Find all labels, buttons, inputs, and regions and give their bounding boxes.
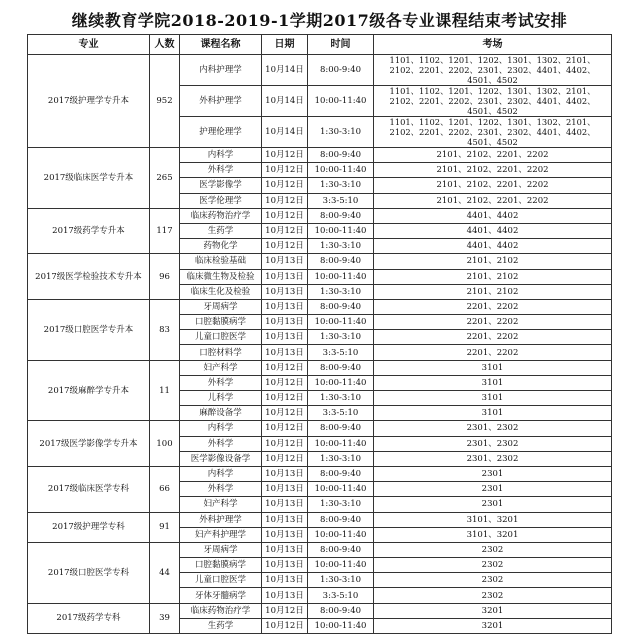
course-cell: 临床检验基础 [180, 254, 262, 269]
date-cell: 10月13日 [262, 345, 308, 360]
course-cell: 儿科学 [180, 391, 262, 406]
table-row [28, 421, 612, 436]
time-cell: 8:00-9:40 [308, 254, 374, 269]
major-cell: 2017级医学检验技术专升本 [28, 254, 150, 300]
room-cell: 2201、2202 [374, 330, 612, 345]
time-cell: 10:00-11:40 [308, 436, 374, 451]
time-cell: 8:00-9:40 [308, 466, 374, 481]
course-cell: 临床生化及检验 [180, 284, 262, 299]
room-cell: 4401、4402 [374, 239, 612, 254]
room-cell: 2101、2102、2201、2202 [374, 148, 612, 163]
count-cell: 39 [150, 603, 180, 633]
time-cell: 10:00-11:40 [308, 86, 374, 117]
course-cell: 外科学 [180, 482, 262, 497]
room-cell: 1101、1102、1201、1202、1301、1302、2101、2102、2201、2202、2301、2302、4401、4402、4501、4502 [374, 55, 612, 86]
course-cell: 护理伦理学 [180, 117, 262, 148]
room-cell: 3101 [374, 360, 612, 375]
date-cell: 10月13日 [262, 497, 308, 512]
major-cell: 2017级药学专升本 [28, 208, 150, 254]
date-cell: 10月13日 [262, 542, 308, 557]
page-title: 继续教育学院2018-2019-1学期2017级各专业课程结束考试安排 [71, 11, 568, 30]
room-cell: 2302 [374, 558, 612, 573]
date-cell: 10月14日 [262, 55, 308, 86]
course-cell: 麻醉设备学 [180, 406, 262, 421]
course-cell: 牙体牙髓病学 [180, 588, 262, 603]
course-cell: 妇产科学 [180, 497, 262, 512]
count-cell: 100 [150, 421, 180, 467]
count-cell: 44 [150, 542, 180, 603]
date-cell: 10月13日 [262, 466, 308, 481]
date-cell: 10月13日 [262, 299, 308, 314]
course-cell: 内科学 [180, 421, 262, 436]
date-cell: 10月12日 [262, 163, 308, 178]
major-cell: 2017级麻醉学专升本 [28, 360, 150, 421]
time-cell: 10:00-11:40 [308, 315, 374, 330]
course-cell: 内科学 [180, 148, 262, 163]
count-cell: 265 [150, 148, 180, 209]
date-cell: 10月12日 [262, 421, 308, 436]
table-row [28, 360, 612, 375]
time-cell: 10:00-11:40 [308, 163, 374, 178]
date-cell: 10月12日 [262, 436, 308, 451]
date-cell: 10月12日 [262, 603, 308, 618]
major-cell: 2017级护理学专升本 [28, 55, 150, 148]
room-cell: 2201、2202 [374, 345, 612, 360]
room-cell: 2301 [374, 466, 612, 481]
time-cell: 1:30-3:10 [308, 284, 374, 299]
time-cell: 8:00-9:40 [308, 360, 374, 375]
count-cell: 91 [150, 512, 180, 542]
course-cell: 口腔黏膜病学 [180, 558, 262, 573]
date-cell: 10月12日 [262, 223, 308, 238]
room-cell: 2301、2302 [374, 451, 612, 466]
time-cell: 10:00-11:40 [308, 527, 374, 542]
date-cell: 10月14日 [262, 86, 308, 117]
time-cell: 10:00-11:40 [308, 375, 374, 390]
course-cell: 医学伦理学 [180, 193, 262, 208]
course-cell: 牙周病学 [180, 542, 262, 557]
time-cell: 1:30-3:10 [308, 451, 374, 466]
course-cell: 临床微生物及检验 [180, 269, 262, 284]
time-cell: 8:00-9:40 [308, 55, 374, 86]
time-cell: 10:00-11:40 [308, 482, 374, 497]
date-cell: 10月14日 [262, 117, 308, 148]
time-cell: 3:3-5:10 [308, 345, 374, 360]
date-cell: 10月12日 [262, 239, 308, 254]
header-time: 时间 [308, 35, 374, 55]
time-cell: 8:00-9:40 [308, 208, 374, 223]
course-cell: 内科护理学 [180, 55, 262, 86]
room-cell: 2101、2102 [374, 254, 612, 269]
header-row [28, 35, 612, 55]
major-cell: 2017级口腔医学专升本 [28, 299, 150, 360]
table-row [28, 148, 612, 163]
table-row [28, 603, 612, 618]
room-cell: 3101、3201 [374, 527, 612, 542]
course-cell: 医学影像设备学 [180, 451, 262, 466]
room-cell: 2302 [374, 588, 612, 603]
course-cell: 生药学 [180, 618, 262, 633]
table-row [28, 55, 612, 86]
course-cell: 儿童口腔医学 [180, 573, 262, 588]
course-cell: 妇产科学 [180, 360, 262, 375]
room-cell: 2101、2102、2201、2202 [374, 193, 612, 208]
date-cell: 10月12日 [262, 178, 308, 193]
course-cell: 药物化学 [180, 239, 262, 254]
room-cell: 2101、2102 [374, 269, 612, 284]
date-cell: 10月12日 [262, 208, 308, 223]
schedule-body [28, 55, 612, 634]
room-cell: 3101、3201 [374, 512, 612, 527]
course-cell: 外科学 [180, 375, 262, 390]
time-cell: 10:00-11:40 [308, 618, 374, 633]
date-cell: 10月13日 [262, 315, 308, 330]
date-cell: 10月12日 [262, 391, 308, 406]
table-row [28, 254, 612, 269]
header-major: 专业 [28, 35, 150, 55]
room-cell: 2301 [374, 482, 612, 497]
date-cell: 10月12日 [262, 451, 308, 466]
room-cell: 1101、1102、1201、1202、1301、1302、2101、2102、2201、2202、2301、2302、4401、4402、4501、4502 [374, 117, 612, 148]
date-cell: 10月13日 [262, 573, 308, 588]
major-cell: 2017级药学专科 [28, 603, 150, 633]
date-cell: 10月13日 [262, 512, 308, 527]
course-cell: 内科学 [180, 466, 262, 481]
room-cell: 3201 [374, 603, 612, 618]
room-cell: 2301、2302 [374, 421, 612, 436]
time-cell: 8:00-9:40 [308, 542, 374, 557]
room-cell: 2302 [374, 542, 612, 557]
room-cell: 2101、2102、2201、2202 [374, 178, 612, 193]
date-cell: 10月13日 [262, 269, 308, 284]
time-cell: 1:30-3:10 [308, 573, 374, 588]
time-cell: 8:00-9:40 [308, 299, 374, 314]
time-cell: 1:30-3:10 [308, 178, 374, 193]
major-cell: 2017级口腔医学专科 [28, 542, 150, 603]
date-cell: 10月13日 [262, 284, 308, 299]
room-cell: 2201、2202 [374, 299, 612, 314]
table-row [28, 299, 612, 314]
time-cell: 1:30-3:10 [308, 391, 374, 406]
room-cell: 4401、4402 [374, 208, 612, 223]
count-cell: 83 [150, 299, 180, 360]
room-cell: 3201 [374, 618, 612, 633]
date-cell: 10月12日 [262, 193, 308, 208]
major-cell: 2017级护理学专科 [28, 512, 150, 542]
exam-schedule-table [27, 34, 612, 634]
time-cell: 1:30-3:10 [308, 117, 374, 148]
room-cell: 3101 [374, 391, 612, 406]
time-cell: 10:00-11:40 [308, 558, 374, 573]
header-count: 人数 [150, 35, 180, 55]
course-cell: 外科护理学 [180, 86, 262, 117]
room-cell: 3101 [374, 406, 612, 421]
date-cell: 10月12日 [262, 406, 308, 421]
time-cell: 8:00-9:40 [308, 512, 374, 527]
time-cell: 1:30-3:10 [308, 330, 374, 345]
time-cell: 1:30-3:10 [308, 239, 374, 254]
room-cell: 1101、1102、1201、1202、1301、1302、2101、2102、2201、2202、2301、2302、4401、4402、4501、4502 [374, 86, 612, 117]
course-cell: 临床药物治疗学 [180, 208, 262, 223]
header-course: 课程名称 [180, 35, 262, 55]
room-cell: 2201、2202 [374, 315, 612, 330]
course-cell: 外科护理学 [180, 512, 262, 527]
date-cell: 10月12日 [262, 148, 308, 163]
room-cell: 2101、2102 [374, 284, 612, 299]
count-cell: 96 [150, 254, 180, 300]
date-cell: 10月13日 [262, 330, 308, 345]
time-cell: 10:00-11:40 [308, 223, 374, 238]
count-cell: 952 [150, 55, 180, 148]
course-cell: 医学影像学 [180, 178, 262, 193]
date-cell: 10月12日 [262, 618, 308, 633]
course-cell: 口腔黏膜病学 [180, 315, 262, 330]
date-cell: 10月13日 [262, 588, 308, 603]
course-cell: 口腔材料学 [180, 345, 262, 360]
room-cell: 2301、2302 [374, 436, 612, 451]
date-cell: 10月13日 [262, 482, 308, 497]
date-cell: 10月13日 [262, 254, 308, 269]
course-cell: 临床药物治疗学 [180, 603, 262, 618]
table-row [28, 512, 612, 527]
major-cell: 2017级临床医学专科 [28, 466, 150, 512]
course-cell: 外科学 [180, 436, 262, 451]
major-cell: 2017级临床医学专升本 [28, 148, 150, 209]
course-cell: 妇产科护理学 [180, 527, 262, 542]
room-cell: 2101、2102、2201、2202 [374, 163, 612, 178]
time-cell: 8:00-9:40 [308, 148, 374, 163]
table-row [28, 542, 612, 557]
table-row [28, 208, 612, 223]
date-cell: 10月12日 [262, 375, 308, 390]
time-cell: 8:00-9:40 [308, 421, 374, 436]
time-cell: 3:3-5:10 [308, 406, 374, 421]
time-cell: 1:30-3:10 [308, 497, 374, 512]
time-cell: 3:3-5:10 [308, 588, 374, 603]
room-cell: 2301 [374, 497, 612, 512]
header-room: 考场 [374, 35, 612, 55]
room-cell: 4401、4402 [374, 223, 612, 238]
course-cell: 外科学 [180, 163, 262, 178]
date-cell: 10月13日 [262, 558, 308, 573]
date-cell: 10月12日 [262, 360, 308, 375]
course-cell: 生药学 [180, 223, 262, 238]
room-cell: 3101 [374, 375, 612, 390]
course-cell: 儿童口腔医学 [180, 330, 262, 345]
room-cell: 2302 [374, 573, 612, 588]
time-cell: 10:00-11:40 [308, 269, 374, 284]
time-cell: 8:00-9:40 [308, 603, 374, 618]
course-cell: 牙周病学 [180, 299, 262, 314]
count-cell: 117 [150, 208, 180, 254]
major-cell: 2017级医学影像学专升本 [28, 421, 150, 467]
count-cell: 66 [150, 466, 180, 512]
date-cell: 10月13日 [262, 527, 308, 542]
table-row [28, 466, 612, 481]
header-date: 日期 [262, 35, 308, 55]
count-cell: 11 [150, 360, 180, 421]
time-cell: 3:3-5:10 [308, 193, 374, 208]
